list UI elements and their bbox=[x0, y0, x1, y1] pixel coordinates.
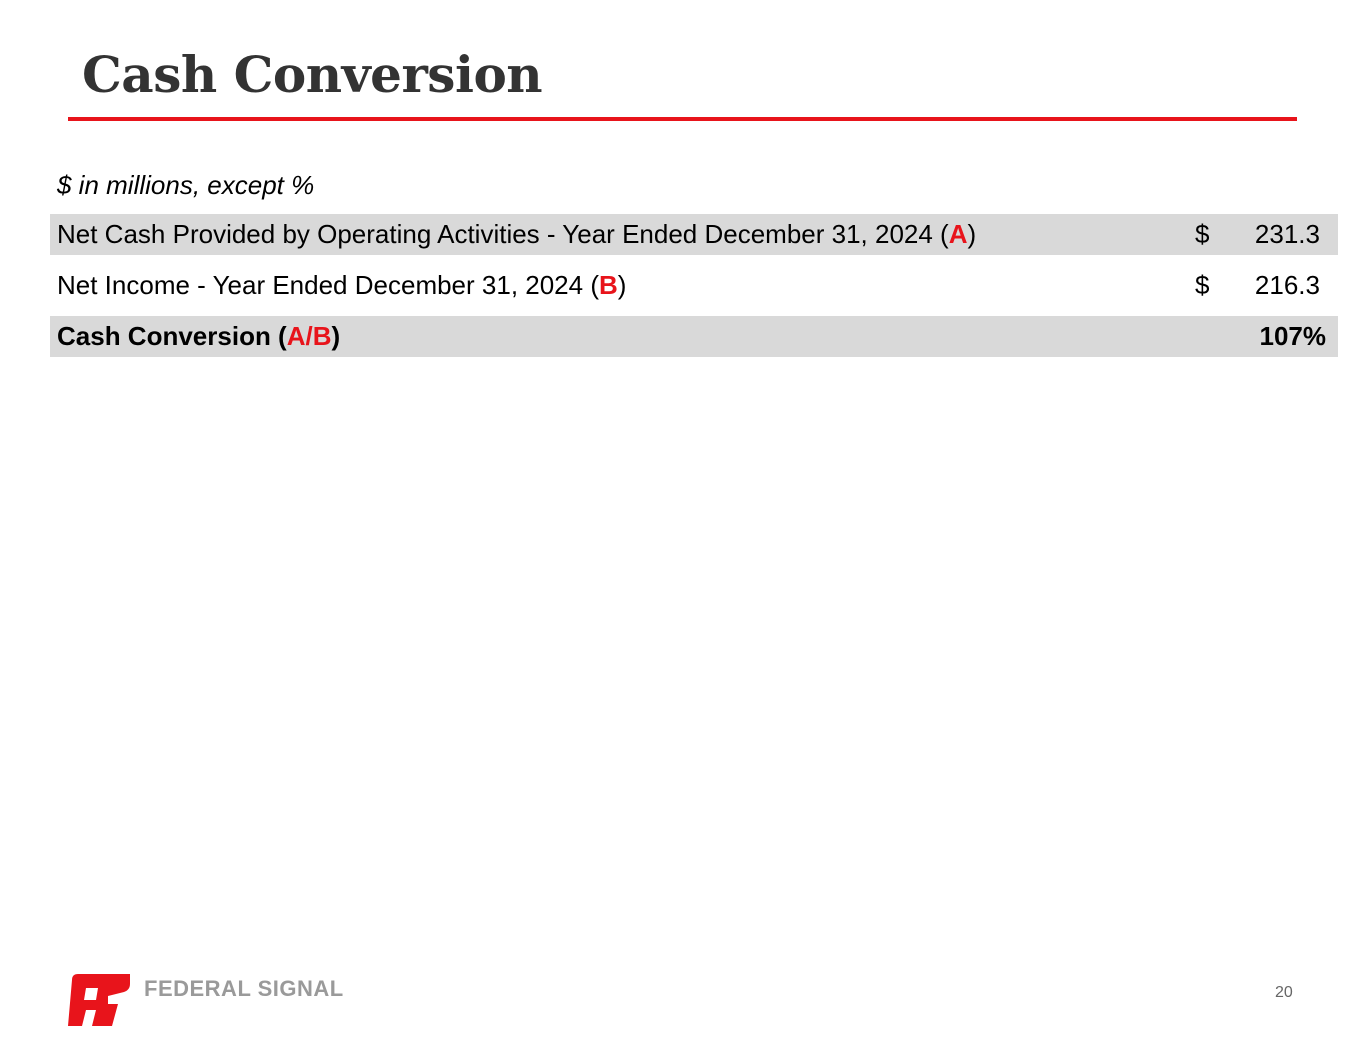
company-logo bbox=[68, 970, 352, 1028]
marker-a-over-b: A/B bbox=[286, 321, 332, 351]
row-label: Net Income - Year Ended December 31, 2024 (B) bbox=[57, 270, 627, 300]
units-note: $ in millions, except % bbox=[57, 170, 315, 200]
title-underline bbox=[68, 117, 1297, 121]
marker-a: A bbox=[948, 219, 968, 249]
row-value: 107% bbox=[1259, 321, 1326, 351]
table-row-cash-conversion bbox=[50, 316, 1338, 357]
row-currency: $ bbox=[1195, 219, 1210, 249]
page-number: 20 bbox=[1275, 984, 1293, 1001]
marker-b: B bbox=[599, 270, 618, 300]
federal-signal-logo-mark bbox=[68, 970, 132, 1028]
row-label: Cash Conversion (A/B) bbox=[57, 321, 341, 351]
row-label: Net Cash Provided by Operating Activities - Year Ended December 31, 2024 (A) bbox=[57, 219, 977, 249]
table-row-operating-cash bbox=[50, 214, 1338, 255]
table-row-net-income bbox=[50, 265, 1338, 306]
row-value: 231.3 bbox=[1254, 219, 1320, 249]
slide-title: Cash Conversion bbox=[82, 45, 543, 104]
row-value: 216.3 bbox=[1254, 270, 1320, 300]
logo-wordmark: FEDERAL SIGNAL bbox=[144, 976, 344, 1001]
row-currency: $ bbox=[1195, 270, 1210, 300]
